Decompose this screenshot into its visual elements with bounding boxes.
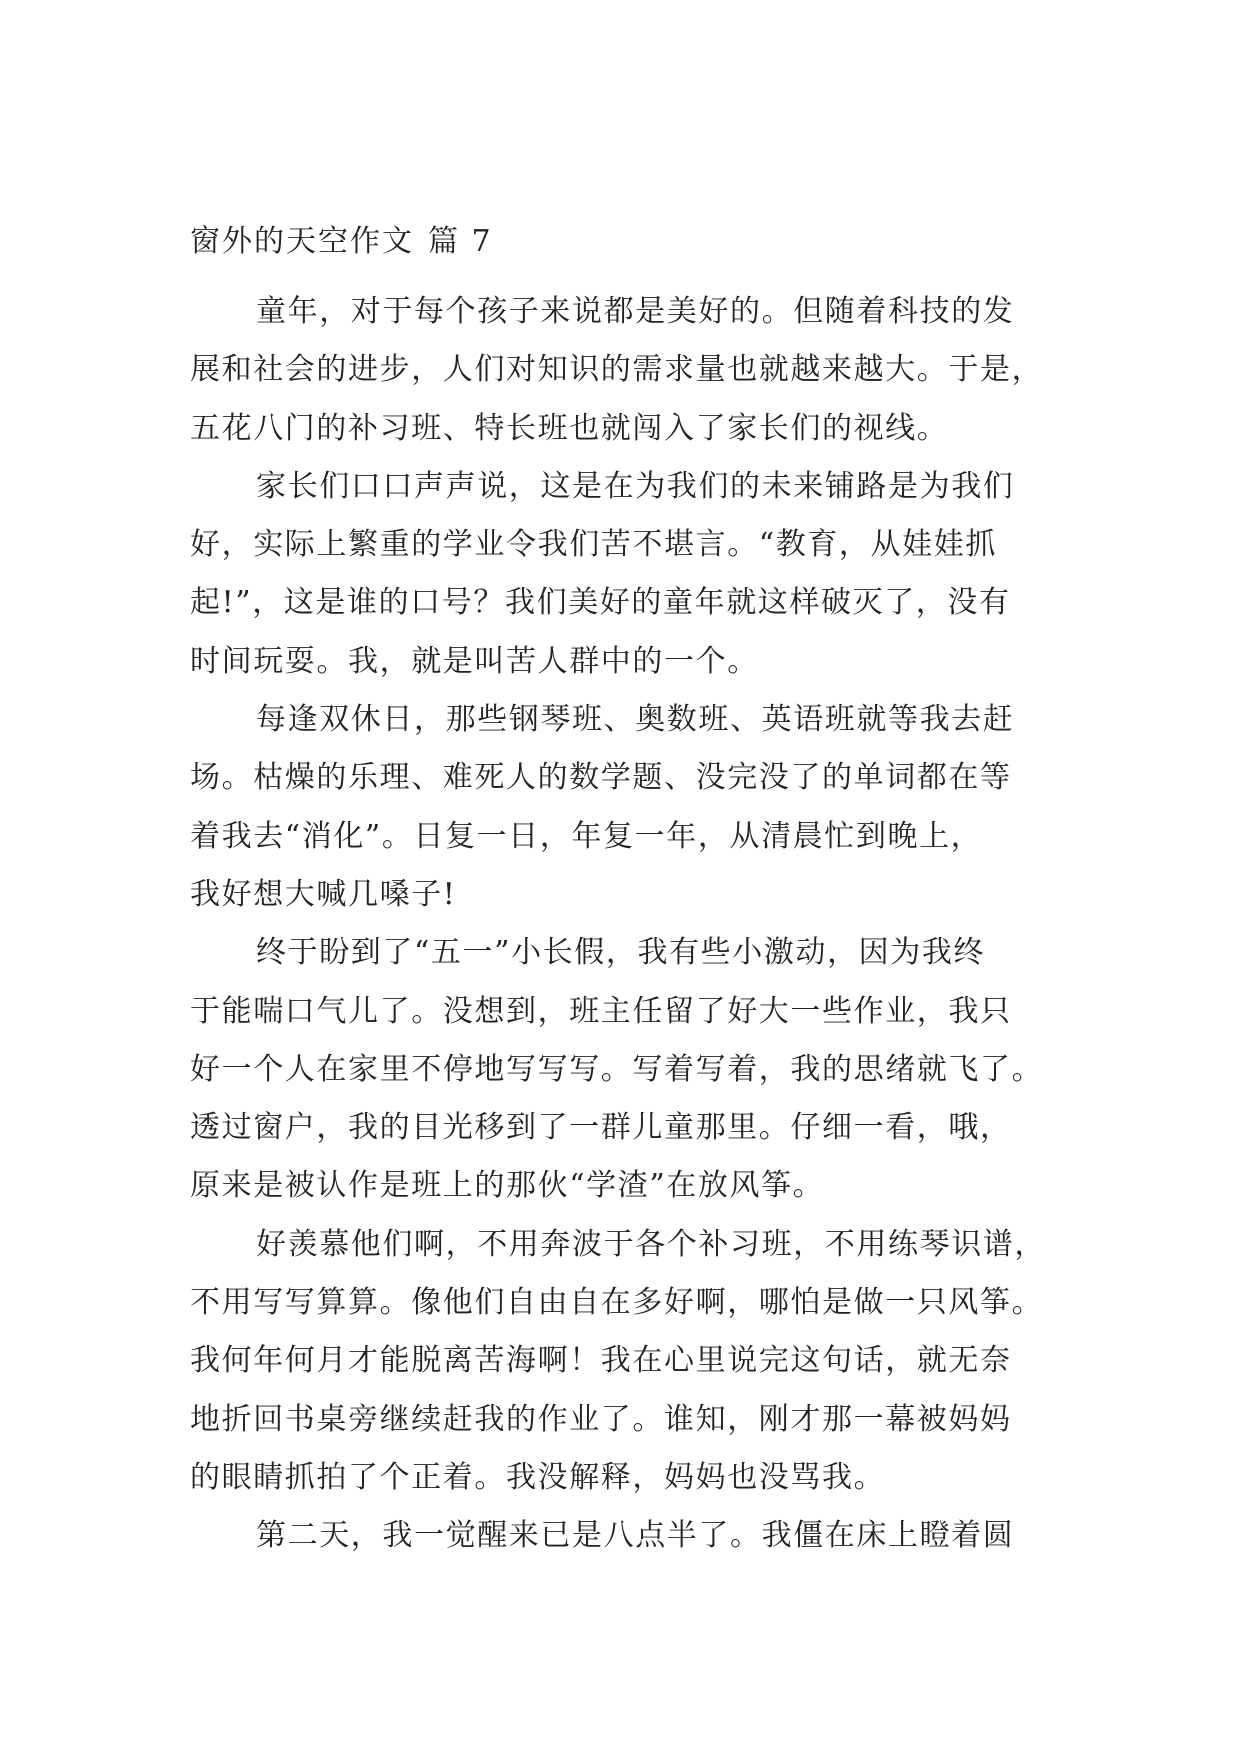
text-line: 地折回书桌旁继续赶我的作业了。谁知，刚才那一幕被妈妈 — [190, 1401, 1012, 1437]
text-line: 终于盼到了“五一”小长假，我有些小激动，因为我终 — [256, 935, 986, 971]
text-line: 第二天，我一觉醒来已是八点半了。我僵在床上瞪着圆 — [256, 1518, 1015, 1554]
text-line: 场。枯燥的乐理、难死人的数学题、没完没了的单词都在等 — [190, 760, 1012, 796]
text-line: 于能喘口气儿了。没想到，班主任留了好大一些作业，我只 — [190, 993, 1012, 1029]
text-line: 童年，对于每个孩子来说都是美好的。但随着科技的发 — [256, 294, 1015, 329]
text-line: 时间玩耍。我，就是叫苦人群中的一个。 — [190, 643, 759, 679]
section-label: 篇 7 — [428, 224, 493, 259]
text-line: 好，实际上繁重的学业令我们苦不堪言。“教育，从娃娃抓 — [190, 527, 997, 563]
text-line: 原来是被认作是班上的那伙“学渣”在放风筝。 — [190, 1168, 825, 1204]
document-title-text: 窗外的天空作文 — [190, 224, 414, 259]
text-line: 的眼睛抓拍了个正着。我没解释，妈妈也没骂我。 — [190, 1459, 886, 1495]
text-line: 起!”，这是谁的口号？我们美好的童年就这样破灭了，没有 — [190, 585, 1011, 621]
document-body — [190, 283, 1070, 1566]
text-line: 好一个人在家里不停地写写写。写着写着，我的思绪就飞了。 — [190, 1051, 1044, 1087]
text-line: 不用写写算算。像他们自由自在多好啊，哪怕是做一只风筝。 — [190, 1285, 1044, 1321]
text-line: 每逢双休日，那些钢琴班、奥数班、英语班就等我去赶 — [256, 702, 1015, 738]
text-line: 我何年何月才能脱离苦海啊！我在心里说完这句话，就无奈 — [190, 1343, 1012, 1379]
text-line: 家长们口口声声说，这是在为我们的未来铺路是为我们 — [256, 468, 1015, 504]
text-line: 着我去“消化”。日复一日，年复一年，从清晨忙到晚上， — [190, 818, 983, 854]
text-line: 展和社会的进步，人们对知识的需求量也就越来越大。于是， — [190, 352, 1044, 388]
text-line: 透过窗户，我的目光移到了一群儿童那里。仔细一看，哦， — [190, 1110, 1012, 1146]
document-title — [190, 222, 493, 262]
text-line: 我好想大喊几嗓子! — [190, 876, 457, 912]
text-line: 好羡慕他们啊，不用奔波于各个补习班，不用练琴识谱， — [256, 1226, 1046, 1262]
text-line: 五花八门的补习班、特长班也就闯入了家长们的视线。 — [190, 410, 949, 446]
